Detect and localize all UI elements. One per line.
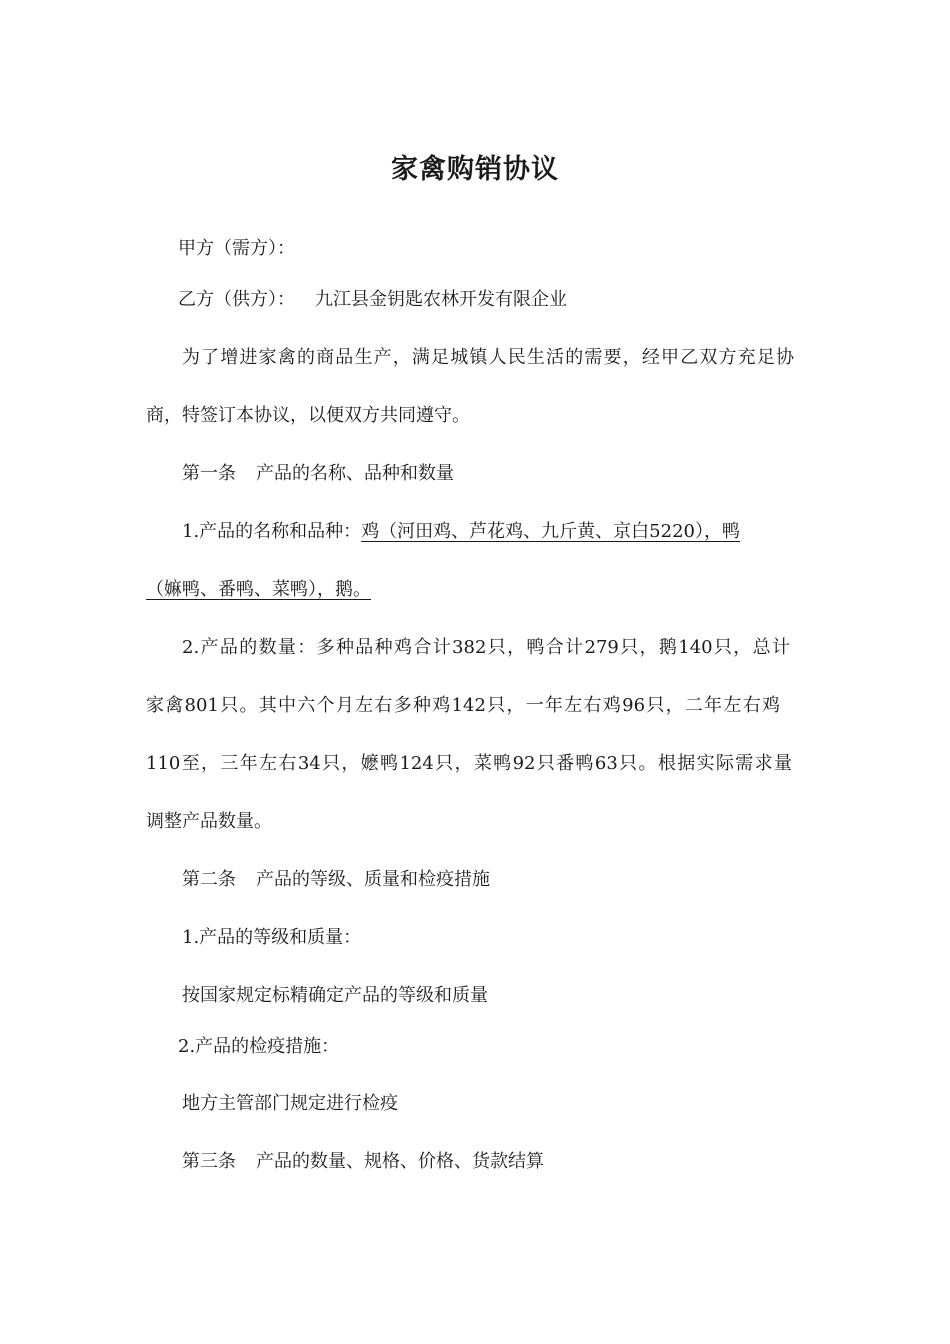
article1-item2-line4: 调整产品数量。: [146, 811, 272, 832]
article2-item2-label: 2.产品的检疫措施：: [178, 1036, 340, 1057]
article2-heading: [182, 867, 490, 893]
article1-item1-line1: [182, 519, 740, 545]
party-a-label: 甲方（需方）：: [178, 238, 295, 259]
article1-item1-label: 1.产品的名称和品种：: [182, 521, 362, 542]
article1-item2-line3: 110至，三年左右34只，嬷鸭124只，菜鸭92只番鸭63只。根据实际需求量: [146, 753, 792, 774]
article1-item2-line1: 2.产品的数量：多种品种鸡合计382只，鸭合计279只，鹅140只，总计: [182, 637, 790, 658]
article1-item1-value-2: （嫲鸭、番鸭、菜鸭），鹅。: [146, 579, 371, 600]
article1-item1-line2: [146, 577, 371, 603]
document-title: 家禽购销协议: [391, 154, 559, 185]
article2-item2-value: 地方主管部门规定进行检疫: [182, 1093, 398, 1114]
article1-title: 产品的名称、品种和数量: [256, 463, 454, 484]
article3-heading: [182, 1149, 544, 1175]
party-b-name: 九江县金钥匙农林开发有限企业: [315, 289, 567, 310]
intro-line-2: 商，特签订本协议，以便双方共同遵守。: [146, 405, 470, 426]
article2-item1-value: 按国家规定标精确定产品的等级和质量: [182, 985, 488, 1006]
party-b-label: 乙方（供方）：: [178, 289, 295, 310]
article1-number: 第一条: [182, 463, 236, 484]
article1-heading: [182, 461, 454, 487]
article2-title: 产品的等级、质量和检疫措施: [256, 869, 490, 890]
article1-item2-line2: 家禽801只。其中六个月左右多种鸡142只，一年左右鸡96只，二年左右鸡: [146, 695, 780, 716]
intro-line-1: 为了增进家禽的商品生产，满足城镇人民生活的需要，经甲乙双方充足协: [182, 347, 794, 368]
article2-item1-label: 1.产品的等级和质量：: [182, 927, 362, 948]
article1-item1-value-1: 鸡（河田鸡、芦花鸡、九斤黄、京白5220），鸭: [361, 521, 740, 542]
article3-title: 产品的数量、规格、价格、货款结算: [256, 1151, 544, 1172]
party-b-line: [178, 287, 567, 313]
article2-number: 第二条: [182, 869, 236, 890]
party-a-line: [178, 236, 295, 262]
article3-number: 第三条: [182, 1151, 236, 1172]
